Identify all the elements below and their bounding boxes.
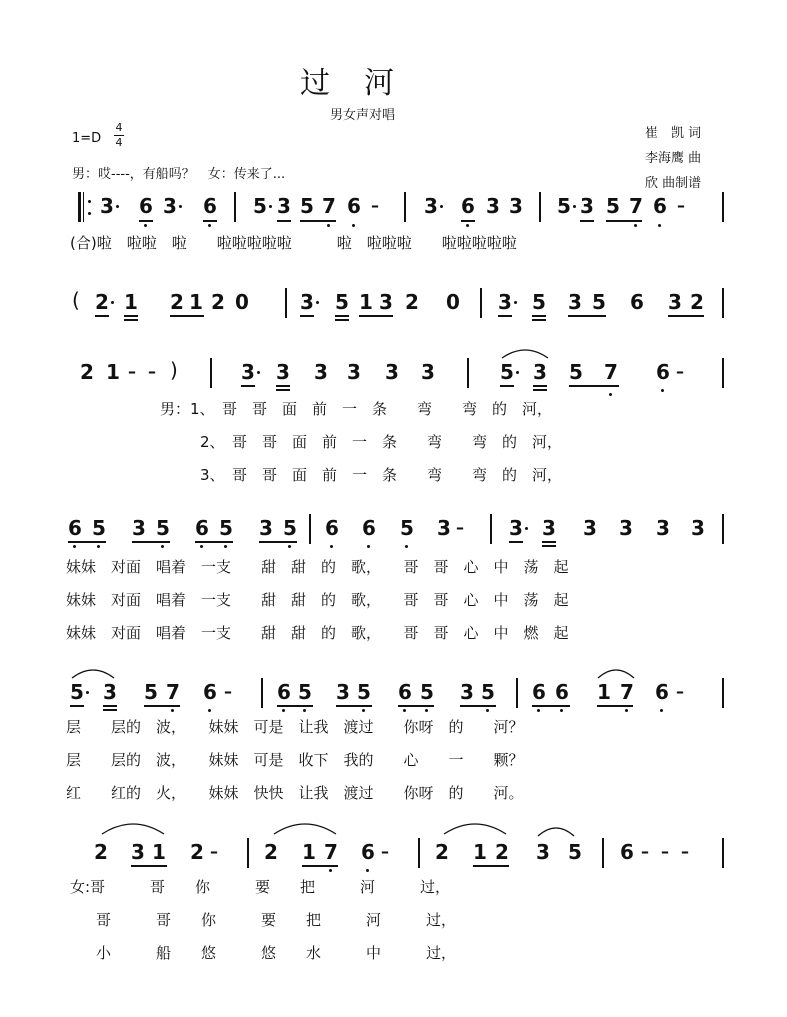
note: 5 (253, 194, 267, 218)
note: 7 (322, 194, 336, 218)
slur (442, 820, 508, 836)
credit-music: 李海鹰 曲 (645, 151, 702, 166)
lyric-line: 红 红的 火， 妹妹 快快 让我 渡过 你呀 的 河。 (66, 784, 524, 802)
note: 3 (580, 194, 594, 218)
lyric-line: 妹妹 对面 唱着 一支 甜 甜 的 歌， 哥 哥 心 中 燃 起 (66, 624, 569, 642)
note: 5 (606, 194, 620, 218)
note: 6 (139, 194, 153, 218)
slur (70, 666, 116, 680)
note: 3 (424, 194, 438, 218)
lyric-line: 2、 哥 哥 面 前 一 条 弯 弯 的 河， (200, 433, 563, 451)
intro-text: 男：哎----，有船吗？ 女：传来了... (72, 167, 286, 182)
lyric-line: 小 船 悠 悠 水 中 过， (96, 944, 457, 962)
slur (536, 824, 576, 838)
slur (100, 820, 166, 836)
lyric-line: (合)啦 啦啦 啦 啦啦啦啦啦 啦 啦啦啦 啦啦啦啦啦 (70, 234, 517, 252)
slur (500, 346, 550, 360)
note: 3 (509, 194, 523, 218)
lyric-line: 女:哥 哥 你 要 把 河 过， (70, 878, 451, 896)
note: 5 (300, 194, 314, 218)
note: 3 (163, 194, 177, 218)
note: 7 (629, 194, 643, 218)
lyric-line: 层 层的 波， 妹妹 可是 让我 渡过 你呀 的 河？ (66, 718, 524, 736)
lyric-line: 男：1、 哥 哥 面 前 一 条 弯 弯 的 河， (160, 400, 553, 418)
lyric-line: 妹妹 对面 唱着 一支 甜 甜 的 歌， 哥 哥 心 中 荡 起 (66, 591, 569, 609)
note: 6 (653, 194, 667, 218)
lyric-line: 层 层的 波， 妹妹 可是 收下 我的 心 一 颗？ (66, 751, 524, 769)
credit-arranger: 欣 曲制谱 (645, 176, 702, 191)
page-title: 过 河 (300, 66, 396, 101)
credit-lyrics: 崔 凯 词 (645, 126, 702, 141)
slur (596, 666, 636, 680)
key-signature: 1=D (72, 131, 102, 146)
note: 6 (347, 194, 361, 218)
note: 5 (557, 194, 571, 218)
lyric-line: 妹妹 对面 唱着 一支 甜 甜 的 歌， 哥 哥 心 中 荡 起 (66, 558, 569, 576)
note: 3 (100, 194, 114, 218)
time-top: 4 (115, 121, 123, 134)
note: 6 (203, 194, 217, 218)
note: 3 (486, 194, 500, 218)
note: 6 (461, 194, 475, 218)
slur (272, 820, 338, 836)
note: 3 (277, 194, 291, 218)
lyric-line: 3、 哥 哥 面 前 一 条 弯 弯 的 河， (200, 466, 563, 484)
lyric-line: 哥 哥 你 要 把 河 过， (96, 911, 457, 929)
time-bottom: 4 (115, 136, 123, 149)
subtitle: 男女声对唱 (330, 108, 396, 123)
